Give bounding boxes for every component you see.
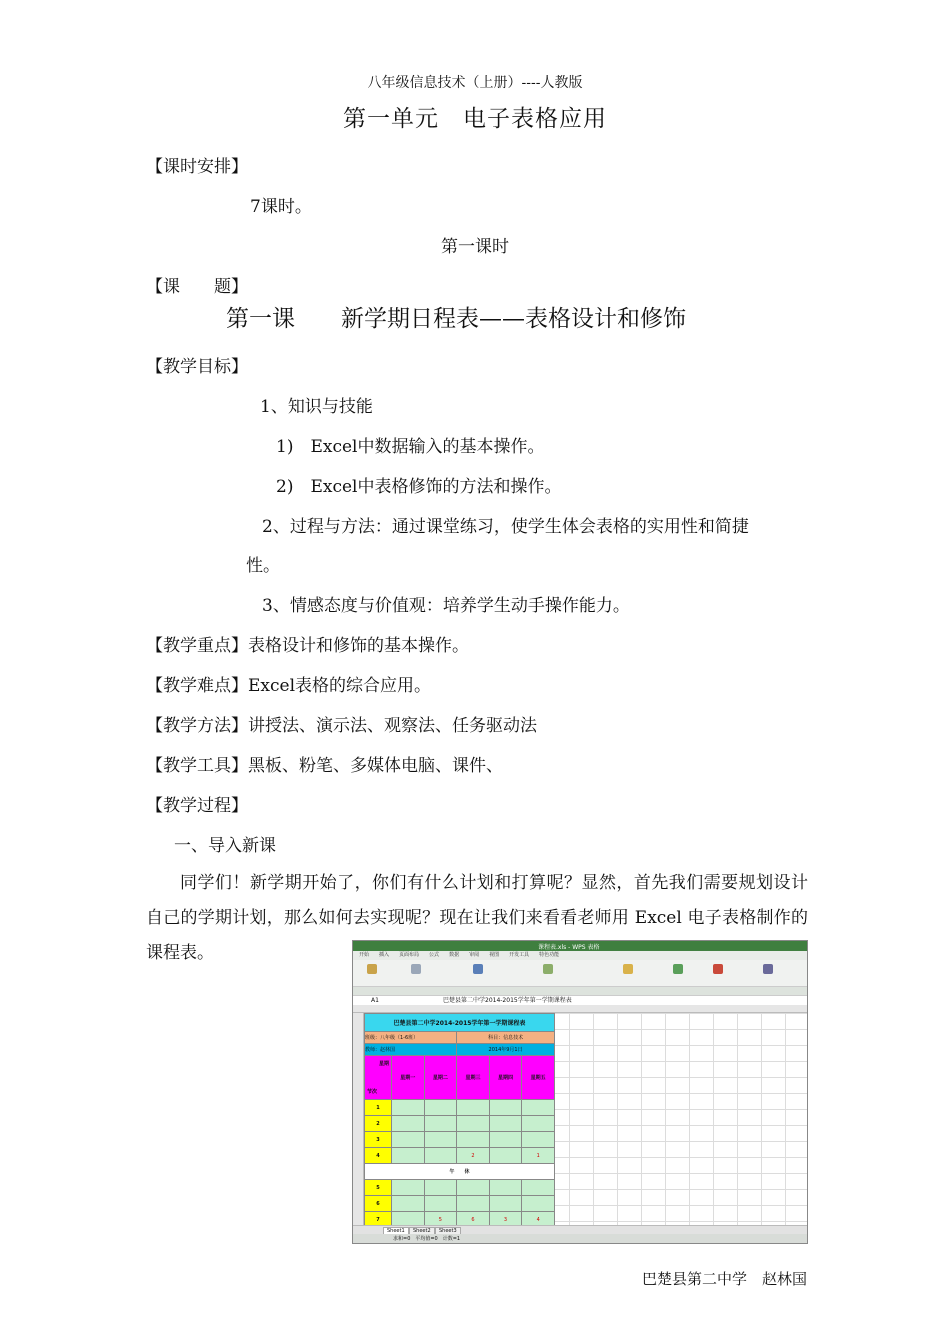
schedule-cell[interactable] [457,1100,490,1116]
objective-2-line1: 2、过程与方法：通过课堂练习，使学生体会表格的实用性和简捷 [262,517,749,537]
filter-icon[interactable] [713,964,723,974]
weekday-header: 星期一 [392,1056,425,1100]
menu-item[interactable]: 页面布局 [399,952,420,958]
menu-item[interactable]: 视图 [489,952,500,958]
period-number: 6 [365,1196,392,1212]
schedule-cell[interactable] [424,1132,457,1148]
schedule-cell[interactable] [392,1100,425,1116]
page-header: 八年级信息技术（上册）----人教版 [367,75,583,91]
schedule-cell[interactable] [522,1100,555,1116]
schedule-cell[interactable] [392,1148,425,1164]
period-number: 5 [365,1180,392,1196]
schedule-cell[interactable] [489,1100,522,1116]
table-title: 巴楚县第二中学2014-2015学年第一学期课程表 [365,1014,555,1032]
schedule-cell[interactable] [392,1180,425,1196]
period-number: 2 [365,1116,392,1132]
schedule-cell[interactable] [522,1196,555,1212]
schedule-cell[interactable] [392,1132,425,1148]
corner-cell [365,1056,392,1100]
menu-item[interactable]: 特色功能 [539,952,560,958]
table-row [365,1132,555,1148]
schedule-cell[interactable] [489,1180,522,1196]
worksheet-icon[interactable] [763,964,773,974]
objectives-label: 【教学目标】 [146,357,248,377]
schedule-cell[interactable] [424,1180,457,1196]
format-icon[interactable] [623,964,633,974]
schedule-cell[interactable]: 3 [489,1212,522,1228]
class-info: 班级：八年级（1-6班） [365,1032,457,1044]
schedule-cell[interactable] [522,1116,555,1132]
schedule-cell[interactable] [457,1180,490,1196]
schedule-cell[interactable] [457,1116,490,1132]
document-tabs [353,987,807,996]
cell-reference[interactable]: A1 [371,997,379,1004]
table-row [365,1148,555,1164]
row-headers [353,1013,364,1225]
schedule-cell[interactable] [424,1116,457,1132]
paste-icon[interactable] [367,964,377,974]
period-number: 1 [365,1100,392,1116]
status-text: 求和=0 平均值=0 计数=1 [393,1236,461,1242]
schedule-cell[interactable] [392,1116,425,1132]
menu-item[interactable]: 开发工具 [509,952,530,958]
window-titlebar [353,941,807,951]
sheet-tab[interactable]: Sheet2 [409,1227,435,1235]
teacher-info: 教师：赵林国 [365,1044,457,1056]
menu-item[interactable]: 数据 [449,952,460,958]
key-point: 【教学重点】表格设计和修饰的基本操作。 [146,636,469,656]
weekday-header: 星期二 [424,1056,457,1100]
topic-label: 【课 题】 [146,277,248,297]
schedule-label: 【课时安排】 [146,157,248,177]
menu-item[interactable]: 审阅 [469,952,480,958]
lesson-title: 第一课 新学期日程表——表格设计和修饰 [226,306,686,332]
column-headers [353,1005,807,1013]
process-label: 【教学过程】 [146,796,248,816]
schedule-cell[interactable] [457,1196,490,1212]
schedule-cell[interactable]: 2 [457,1148,490,1164]
font-icon[interactable] [411,964,421,974]
menu-item[interactable]: 公式 [429,952,440,958]
schedule-cell[interactable] [424,1148,457,1164]
menu-item[interactable]: 插入 [379,952,390,958]
sheet-tab[interactable]: Sheet3 [435,1227,461,1235]
weekday-header: 星期三 [457,1056,490,1100]
sheet-tab[interactable]: Sheet1 [383,1227,409,1235]
period-number: 7 [365,1212,392,1228]
corner-top: 星期 [378,1061,389,1067]
menu-bar [353,951,807,960]
schedule-cell[interactable] [424,1196,457,1212]
schedule-cell[interactable]: 1 [522,1148,555,1164]
status-bar [353,1234,807,1243]
bold-icon[interactable] [473,964,483,974]
period-heading: 第一课时 [441,237,509,257]
table-row [365,1196,555,1212]
table-row [365,1100,555,1116]
schedule-cell[interactable]: 5 [424,1212,457,1228]
corner-bottom: 节次 [367,1089,378,1095]
objective-3: 3、情感态度与价值观：培养学生动手操作能力。 [262,596,630,616]
window-title: 课程表.xls - WPS 表格 [538,944,600,951]
noon-break: 午 休 [365,1164,555,1180]
objective-1: 1、知识与技能 [260,397,373,417]
objective-2-line2: 性。 [246,556,280,576]
teaching-method: 【教学方法】讲授法、演示法、观察法、任务驱动法 [146,716,537,736]
weekday-header: 星期四 [489,1056,522,1100]
weekday-header: 星期五 [522,1056,555,1100]
objective-1b: 2) Excel中表格修饰的方法和操作。 [276,477,562,497]
schedule-cell[interactable] [489,1196,522,1212]
schedule-cell[interactable]: 6 [457,1212,490,1228]
formula-input[interactable]: 巴楚县第二中学2014-2015学年第一学期课程表 [443,997,572,1004]
period-number: 3 [365,1132,392,1148]
subject-info: 科目：信息技术 [457,1032,555,1044]
extra-info: 2014年9月1日 [457,1044,555,1056]
toolbar [353,960,807,987]
schedule-cell[interactable] [489,1116,522,1132]
schedule-table [364,1013,555,1244]
schedule-cell[interactable] [522,1132,555,1148]
unit-title: 第一单元 电子表格应用 [343,106,607,132]
schedule-cell[interactable] [392,1196,425,1212]
objective-1a: 1) Excel中数据输入的基本操作。 [276,437,545,457]
schedule-cell[interactable] [489,1132,522,1148]
align-icon[interactable] [543,964,553,974]
menu-item[interactable]: 开始 [359,952,370,958]
schedule-cell[interactable] [424,1100,457,1116]
schedule-value: 7课时。 [250,197,312,217]
period-number: 4 [365,1148,392,1164]
teaching-tools: 【教学工具】黑板、粉笔、多媒体电脑、课件、 [146,756,503,776]
schedule-cell[interactable] [522,1180,555,1196]
sort-icon[interactable] [673,964,683,974]
intro-heading: 一、导入新课 [174,836,276,856]
schedule-cell[interactable]: 4 [522,1212,555,1228]
excel-screenshot [352,940,808,1244]
table-row [365,1180,555,1196]
schedule-cell[interactable] [489,1148,522,1164]
intro-text: 同学们！新学期开始了，你们有什么计划和打算呢？显然，首先我们需要规划设计自己的学期计划，那么如何去实现呢？现在让我们来看看老师用 Excel 电子表格制作的课程表。 [146,873,808,963]
schedule-cell[interactable] [457,1132,490,1148]
table-row [365,1116,555,1132]
page-footer: 巴楚县第二中学 赵林国 [641,1270,807,1288]
difficulty: 【教学难点】Excel表格的综合应用。 [146,676,432,696]
